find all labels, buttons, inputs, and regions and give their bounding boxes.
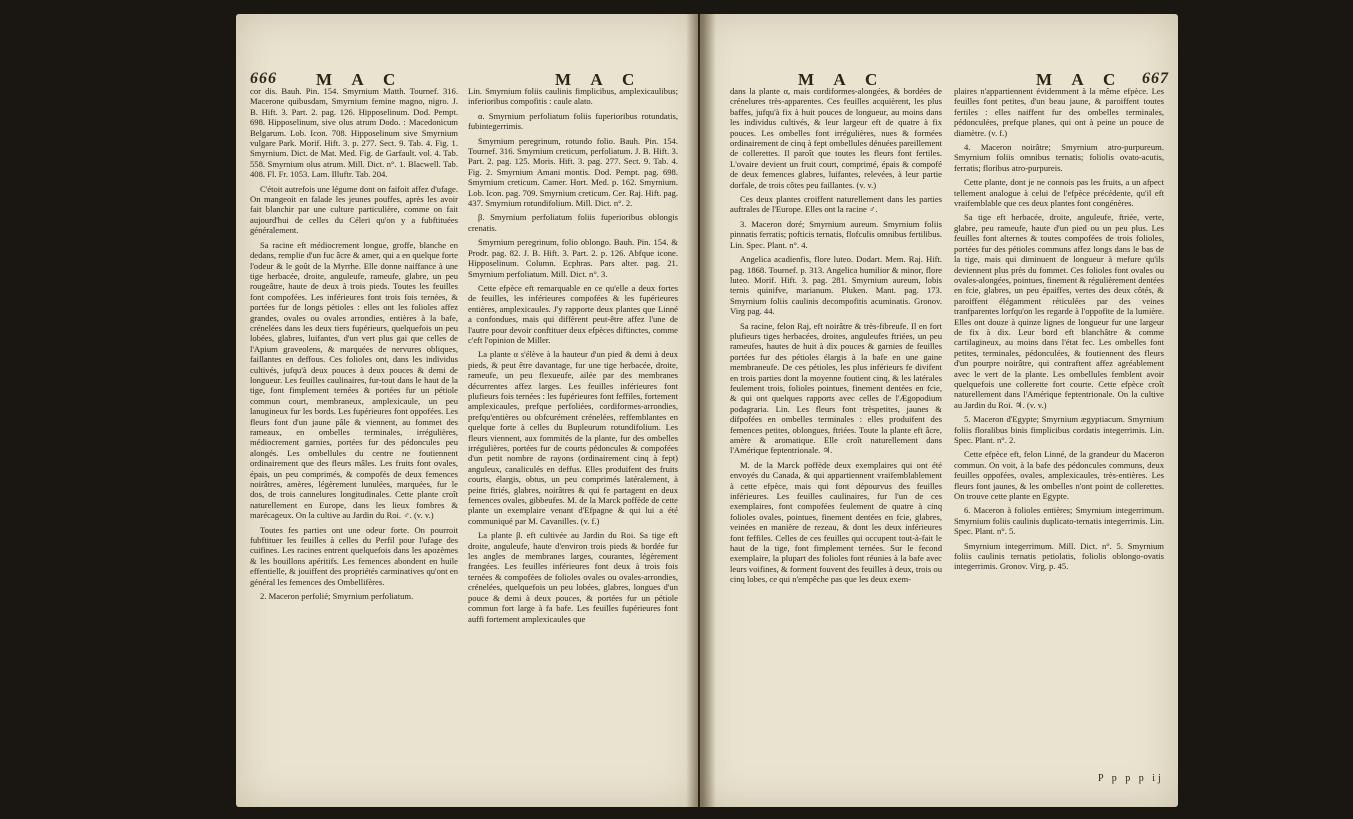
paragraph: β. Smyrnium perfoliatum foliis fuperioribus oblongis crenatis.: [468, 212, 678, 233]
paragraph: Angelica acadienfis, flore luteo. Dodart. Mem. Raj. Hift. pag. 1868. Tournef. p. 313. Angelica humilior & minor, flore luteo. Morif. Hift. 3. pag. 281. Smyrnium aureum, lobis ternis quinifve, marianum. Pluken. Mant. pag. 173. Smyrnium foliis caulinis decompofitis acuminatis. Gronov. Virg pag. 44.: [730, 254, 942, 317]
paragraph: Toutes fes parties ont une odeur forte. On pourroit fubftituer les feuilles à celles du Perfil pour l'ufage des cuifines. Les racines entrent quelquefois dans les apozèmes & les bouillons apéritifs. Les femences abondent en huile effentielle, & jouiffent des propriétés carminatives qu'ont en général les femences des Ombellifères.: [250, 524, 458, 587]
paragraph: 3. Maceron doré; Smyrnium aureum. Smyrnium foliis pinnatis ferratis; pofticis ternatis, flofculis omnibus fertilibus. Lin. Spec. Plant. n°. 4.: [730, 218, 942, 250]
signature-mark: P p p p ij: [1098, 773, 1164, 784]
paragraph: Cette plante, dont je ne connois pas les fruits, a un afpect tellement analogue à celui de l'efpèce précédente, qu'il eft vraifemblable que ces deux plantes font congénères.: [954, 177, 1164, 209]
paragraph: 6. Maceron à folioles entières; Smyrnium integerrimum. Smyrnium foliis caulinis duplicato-ternatis integerrimis. Lin. Spec. Plant. n°. 5.: [954, 505, 1164, 537]
paragraph: 5. Maceron d'Egypte; Smyrnium ægyptiacum. Smyrnium foliis floralibus binis fimplicibus cordatis integerrimis. Lin. Spec. Plant. n°. 2.: [954, 414, 1164, 445]
right-running-head-1: M A C: [798, 70, 886, 89]
paragraph: Cette efpèce eft, felon Linné, de la grandeur du Maceron commun. On voit, à la bafe des pédoncules communs, deux feuilles oppofées, ovales, amplexicaules, très-entières. Les fleurs font jaunes, & les ombelles n'ont point de collerettes. On trouve cette plante en Egypte.: [954, 449, 1164, 502]
left-page-number: 666: [250, 70, 277, 87]
paragraph: cor dis. Bauh. Pin. 154. Smyrnium Matth. Tournef. 316. Macerone quibusdam, Smyrnium femine magno, nigro. J. B. Hift. 3. Part. 2. pag. 126. Hipposelinum. Dod. Pempt. 698. Hipposelinum, sive olus atrum Dodo. : Macedonicum Belgarum. Lob. Icon. 708. Hipposelinum sive Smyrnium vulgare Park. Morif. Hift. 3. p. 277. Sect. 9. Tab. 4. Fig. 1. Smyrnium. Dict. de Mat. Med. Fig. de Garfault. vol. 4. Tab. 558. Smyrnium olus atrum. Mill. Dict. n°. 1. Blacwell. Tab. 408. Fl. Fr. 1053. Lam. Illuftr. Tab. 204.: [250, 86, 458, 180]
left-running-head-2: M A C: [555, 70, 643, 89]
left-column-2: [468, 86, 678, 628]
book-gutter: [686, 14, 716, 807]
paragraph: Sa tige eft herbacée, droite, anguleufe, ftriée, verte, glabre, peu rameufe, haute d'un pied ou un peu plus. Les feuilles font alternes & toutes compofées de trois folioles, portées fur des pétioles communs affez longs dans le bas de la tige, mais qui diminuent de longueur à mefure qu'ils deviennent plus près du fommet. Ces folioles font ovales ou ovales-alongées, pointues, finement & régulièrement dentées en fcie, glabres, un peu épaiffes, vertes des deux côtés, & paroiffent élégamment réticulées par des veines tranfparentes lorfqu'on les regarde à l'oppofite de la lumière. Elles ont douze à quinze lignes de longueur fur une largeur de fix à dix. Leur bord eft blanchâtre & comme cartilagineux, au moins dans l'état fec. Les ombelles font petites, terminales, pédonculées, & foutiennent des fleurs d'un pourpre noirâtre, qui contraftent affez agréablement avec le vert de la plante. Les ombellules femblent avoir quelquefois une collerette fort courte. Cette efpèce croît naturellement dans l'Amérique feptentrionale. On la cultive au Jardin du Roi. ♃. (v. v.): [954, 212, 1164, 410]
paragraph: Smyrnium peregrinum, folio oblongo. Bauh. Pin. 154. & Prodr. pag. 82. J. B. Hift. 3. Part. 2. p. 126. Abfque icone. Hipposelinum. Column. Ecphras. Pars alter. pag. 21. Smyrnium perfoliatum. Mill. Dict. n°. 3.: [468, 237, 678, 279]
paragraph: plaires n'appartiennent évidemment à la même efpèce. Les feuilles font petites, d'un beau jaune, & paroiffent toutes fertiles : elles naiffent fur des ombelles terminales, pédonculées, prefque planes, qui ont à peine un pouce de diamètre. (v. f.): [954, 86, 1164, 138]
paragraph: M. de la Marck poffède deux exemplaires qui ont été envoyés du Canada, & qui appartiennent vraifemblablement à cette efpèce, mais qui font dépourvus des feuilles inférieures. Les feuilles caulinaires, fur l'un de ces exemplaires, font compofées feulement de quatre à cinq folioles ovales, pointues, finement dentées en fcie, glabres, veinées en manière de rezeau, & dont les deux inférieures font feffiles. Celles de ces feuilles qui occupent tout-à-fait le haut de la tige, font fimplement ternées. Sur le fecond exemplaire, la plupart des folioles font réunies à la bafe avec leurs voifines, & forment fouvent des feuilles à deux, trois ou cinq lobes, ce qui n'empêche pas que les deux exem-: [730, 459, 942, 585]
paragraph: Smyrnium peregrinum, rotundo folio. Bauh. Pin. 154. Tournef. 316. Smyrnium creticum, perfoliatum. J. B. Hift. 3. Part. 2. pag. 125. Moris. Hift. 3. pag. 277. Sect. 9. Tab. 4. Fig. 2. Smyrnium Amani montis. Dod. Pempt. pag. 698. Smyrnium creticum. Camer. Hort. Med. p. 162. Smyrnium. Lob. Icon. pag. 709. Smyrnium creticum. Cer. Raj. Hift. pag. 437. Smyrnium rotundifolium. Mill. Dict. n°. 2.: [468, 135, 678, 209]
paragraph: Sa racine, felon Raj, eft noirâtre & très-fibreufe. Il en fort plufieurs tiges herbacées, droites, anguleufes ftriées, un peu rameufes, hautes de huit à dix pouces & garnies de feuilles portées fur des pétioles élargis à la bafe en une gaine membraneufe. De ces pétioles, les plus inférieurs fe divifent en trois parties dont la moyenne foutient cinq, & les latérales feulement trois, folioles pointues, finement dentées en fcie, & qui ont quelques rapports avec celles de l'Ægopodium podagraria. Lin. Les fleurs font trèspetites, jaunes & difpofées en ombelles terminales : elles produifent des femences petites, oblongues, ftriées. Toute la plante eft âcre, amère & aromatique. Elle croît naturellement dans l'Amérique feptentrionale. ♃.: [730, 320, 942, 456]
right-column-1: [730, 86, 942, 589]
paragraph: Lin. Smyrnium foliis caulinis fimplicibus, amplexicaulibus; inferioribus compofitis : caule alato.: [468, 86, 678, 107]
paragraph: La plante β. eft cultivée au Jardin du Roi. Sa tige eft droite, anguleufe, haute d'environ trois pieds & bordée fur les angles de membranes larges, courantes, légèrement frangées. Les feuilles inférieures font deux à trois fois ternées & compofées de folioles ovales ou ovales-arrondies, crénelées, quelquefois un peu lobées, glabres, longues d'un pouce & demi à deux pouces, & portées fur un pétiole commun fort large à fa bafe. Les feuilles fupérieures font auffi fortement amplexicaules que: [468, 530, 678, 624]
paragraph: dans la plante α, mais cordiformes-alongées, & bordées de crénelures très-apparentes. Ces feuilles acquièrent, les plus baffes, jufqu'à fix à huit pouces de longueur, au moins dans les individus cultivés, & leur largeur eft de quatre à fix pouces. Les ombelles font irrégulières, nues & formées ordinairement de cinq à fept ombellules dénuées pareillement de collerettes. Il paroît que toutes les fleurs font fertiles. L'ovaire devient un fruit court, comprimé, épais & compofé de deux femences glabres, luifantes, relevées, à leur partie dorfale, de trois côtes peu faillantes. (v. v.): [730, 86, 942, 190]
paragraph: Cette efpèce eft remarquable en ce qu'elle a deux fortes de feuilles, les inférieures compofées & les fupérieures entières, amplexicaules. J'y rapporte deux plantes que Linné a confondues, mais qui diffèrent peut-être affez l'une de l'autre pour devoir conftituer deux efpèces diftinctes, comme c'eft l'opinion de Miller.: [468, 282, 678, 345]
paragraph: 2. Maceron perfolié; Smyrnium perfoliatum.: [260, 591, 414, 602]
left-running-head-1: M A C: [316, 70, 404, 89]
right-column-2: [954, 86, 1164, 576]
paragraph: Ces deux plantes croiffent naturellement dans les parties auftrales de l'Europe. Elles ont la racine ♂.: [730, 194, 942, 215]
left-column-1: [250, 86, 458, 606]
paragraph: Smyrnium integerrimum. Mill. Dict. n°. 5. Smyrnium foliis caulinis ternatis petiolatis, foliolis oblongo-ovatis integerrimis. Gronov. Virg. p. 45.: [954, 540, 1164, 572]
paragraph: α. Smyrnium perfoliatum foliis fuperioribus rotundatis, fubintegerrimis.: [468, 110, 678, 132]
paragraph: 4. Maceron noirâtre; Smyrnium atro-purpureum. Smyrnium foliis omnibus ternatis; foliolis ovato-acutis, ferratis; floribus atro-purpureis.: [954, 142, 1164, 173]
right-page-number: 667: [1142, 70, 1169, 87]
paragraph: La plante α s'élève à la hauteur d'un pied & demi à deux pieds, & peut être davantage, fur une tige herbacée, droite, rameufe, un peu flexueufe, ailée par des membranes décurrentes affez larges. Les feuilles inférieures font plufieurs fois ternées : les fupérieures font feffiles, fortement amplexicaules, prefque perfoliées, cordiformes-arrondies, prefqu'entières ou obfcurément crénelées, reffemblantes en quelque forte à celles du Bupleurum rotundifolium. Les fleurs viennent, aux fommités de la plante, fur des ombelles irrégulières, portées fur de courts pédoncules & compofées d'un petit nombre de rayons (ordinairement cinq à fept) anguleux, canaliculés en deffus. Elles produifent des fruits courts, élargis, obtus, un peu comprimés latéralement, à peine ftriés, glabres, noirâtres & qui fe partagent en deux femences ovales, gibbeufes. M. de la Marck poffède de cette plante un exemplaire venant d'Efpagne & qui lui a été communiqué par M. Cavanilles. (v. f.): [468, 349, 678, 526]
paragraph: Sa racine eft médiocrement longue, groffe, blanche en dedans, remplie d'un fuc âcre & amer, qui a en quelque forte l'odeur & le goût de la Myrrhe. Elle donne naiffance à une tige herbacée, droite, anguleufe, rameufe, glabre, un peu rougeâtre, haute de deux à trois pieds. Toutes les feuilles font compofées. Les inférieures font trois fois ternées, & portées fur de longs pétioles : elles ont les folioles affez grandes, ovales ou ovales arrondies, entières à la bafe, crénelées dans les deux tiers fupérieurs, quelquefois un peu lobées, glabres, luifantes, d'un vert plus gai que celles de l'Apium graveolens, & marquées de nervures obliques, faillantes en deffous. Ces folioles ont, dans les individus cultivés, jufqu'à deux pouces à deux pouces & demi de longueur. Les feuilles caulinaires, fur-tout dans le haut de la tige, font fimplement ternées & portées fur un pétiole commun court, membraneux, amplexicaule, un peu lanugineux fur les bords. Les fupérieures font oppofées. Les fleurs font d'un jaune pâle & viennent, au fommet des rameaux, en ombelles terminales, irrégulières, médiocrement garnies, portées fur des pédoncules peu alongés. Les ombellules du centre ne foutiennent ordinairement que des fleurs mâles. Les fruits font ovales, épais, un peu comprimés, & compofés de deux femences noirâtres, amères, légèrement lunulées, marquées, fur le dos, de trois cannelures longitudinales. Cette plante croît naturellement en Europe, dans les lieux fombres & marécageux. On la cultive au Jardin du Roi. ♂. (v. v.): [250, 239, 458, 521]
paragraph: C'étoit autrefois une légume dont on faifoit affez d'ufage. On mangeoit en falade les jeunes pouffes, après les avoir fait blanchir par une culture particulière, comme on fait aujourd'hui de celles du Céleri qu'on y a fubftituées généralement.: [250, 183, 458, 236]
right-running-head-2: M A C: [1036, 70, 1124, 89]
